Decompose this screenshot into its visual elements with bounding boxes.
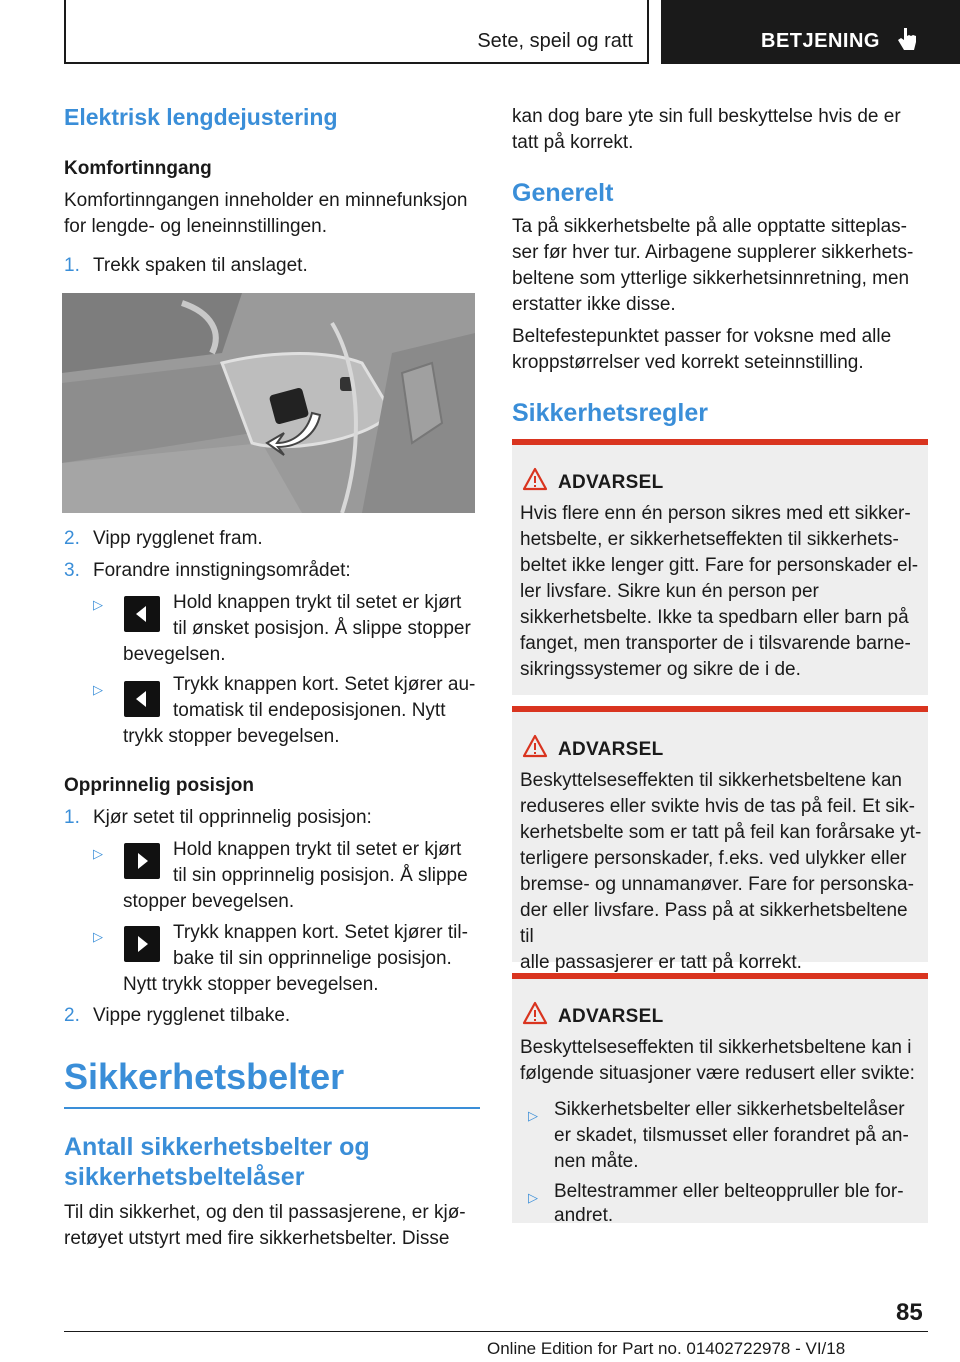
- step-text: Vipp rygglenet fram.: [93, 528, 263, 549]
- arrow-right-button-icon: [124, 843, 160, 879]
- warning-text: [520, 768, 924, 976]
- paragraph-generelt: Beltefestepunktet passer for voksne med alle: [512, 326, 892, 347]
- bullet-text: Trykk knappen kort. Setet kjører au-: [173, 674, 476, 695]
- paragraph-generelt: ser før hver tur. Airbagene supplerer sikkerhets-: [512, 242, 914, 263]
- footer-rule: [64, 1331, 928, 1332]
- bullet-marker: ▷: [528, 1190, 538, 1205]
- paragraph-komfort-2: for lengde- og leneinnstillingen.: [64, 216, 328, 237]
- bullet-text: til ønsket posisjon. Å slippe stopper: [173, 618, 471, 639]
- paragraph-generelt: kroppstørrelser ved korrekt seteinnstilling.: [512, 352, 864, 373]
- chapter-heading-sikkerhetsbelter: Sikkerhetsbelter: [64, 1056, 345, 1097]
- warning-title: ADVARSEL: [558, 1006, 664, 1027]
- warning-line: sikkerhetsbelte. Ikke ta spedbarn eller barn på: [520, 607, 909, 628]
- warning-line: hetsbelte, er sikkerhetseffekten til sikkerhets-: [520, 529, 899, 550]
- step-text: Kjør setet til opprinnelig posisjon:: [93, 807, 372, 828]
- warning-line: ler livsfare. Sikre kun én person per: [520, 581, 819, 602]
- step-number: 1.: [64, 255, 80, 276]
- paragraph-antall-2: retøyet utstyrt med fire sikkerhetsbelter. Disse: [64, 1228, 450, 1249]
- bullet-text: Nytt trykk stopper bevegelsen.: [123, 974, 379, 995]
- heading-elektrisk: Elektrisk lengdejustering: [64, 104, 338, 130]
- arrow-left-button-icon: [124, 681, 160, 717]
- warning-line: beltet ikke lenger gitt. Fare for personskader el-: [520, 555, 919, 576]
- paragraph-continued-1: kan dog bare yte sin full beskyttelse hvis de er: [512, 106, 901, 127]
- warning-bullet-text: Beltestrammer eller belteoppruller ble for-: [554, 1181, 904, 1202]
- step-number: 1.: [64, 807, 80, 828]
- warning-line: bremse- og unnamanøver. Fare for personska-: [520, 874, 914, 895]
- bullet-text: trykk stopper bevegelsen.: [123, 726, 340, 747]
- bullet-marker: ▷: [528, 1108, 538, 1123]
- subheading-komfortinngang: Komfortinngang: [64, 158, 212, 179]
- arrow-right-button-icon: [124, 926, 160, 962]
- hand-pointer-icon: [895, 26, 919, 52]
- bullet-text: stopper bevegelsen.: [123, 891, 295, 912]
- paragraph-continued-2: tatt på korrekt.: [512, 132, 634, 153]
- warning-box: [512, 706, 928, 973]
- warning-bullet-text: nen måte.: [554, 1151, 639, 1172]
- subheading-opprinnelig: Opprinnelig posisjon: [64, 775, 254, 796]
- warning-triangle-icon: [522, 1001, 548, 1025]
- bullet-marker: ▷: [93, 929, 103, 944]
- bullet-text: Hold knappen trykt til setet er kjørt: [173, 839, 462, 860]
- warning-title: ADVARSEL: [558, 472, 664, 493]
- warning-line: sikringssystemer og sikre de i de.: [520, 659, 801, 680]
- warning-bullet-text: Sikkerhetsbelter eller sikkerhetsbeltelåser: [554, 1099, 905, 1120]
- bullet-text: Trykk knappen kort. Setet kjører til-: [173, 922, 468, 943]
- bullet-text: til sin opprinnelig posisjon. Å slippe: [173, 865, 468, 886]
- bullet-text: tomatisk til endeposisjonen. Nytt: [173, 700, 446, 721]
- warning-line: der eller livsfare. Pass på at sikkerhetsbeltene til: [520, 900, 908, 947]
- warning-title: ADVARSEL: [558, 739, 664, 760]
- warning-box: [512, 973, 928, 1226]
- heading-generelt: Generelt: [512, 179, 614, 207]
- bullet-text: Hold knappen trykt til setet er kjørt: [173, 592, 462, 613]
- warning-line: Beskyttelseseffekten til sikkerhetsbeltene kan i: [520, 1037, 912, 1058]
- paragraph-antall-1: Til din sikkerhet, og den til passasjerene, er kjø-: [64, 1202, 466, 1223]
- warning-text: [520, 501, 924, 683]
- header-section-box: [64, 0, 649, 64]
- footer-edition: Online Edition for Part no. 01402722978 - VI/18: [487, 1339, 846, 1358]
- step-text: Forandre innstigningsområdet:: [93, 560, 351, 581]
- header-chapter-tab: [661, 0, 960, 64]
- bullet-text: bevegelsen.: [123, 644, 226, 665]
- warning-triangle-icon: [522, 734, 548, 758]
- step-number: 3.: [64, 560, 80, 581]
- paragraph-generelt: erstatter ikke disse.: [512, 294, 676, 315]
- heading-antall-1: Antall sikkerhetsbelter og: [64, 1133, 370, 1161]
- page-number: 85: [896, 1299, 923, 1326]
- bullet-marker: ▷: [93, 846, 103, 861]
- seat-lever-photo: [62, 293, 475, 513]
- heading-antall-2: sikkerhetsbeltelåser: [64, 1163, 305, 1191]
- warning-bullet-text: er skadet, tilsmusset eller forandret på an-: [554, 1125, 909, 1146]
- paragraph-komfort-1: Komfortinngangen inneholder en minnefunksjon: [64, 190, 468, 211]
- warning-line: reduseres eller svikte hvis de tas på feil. Et sik-: [520, 796, 915, 817]
- warning-line: terligere personskader, f.eks. ved ulykker eller: [520, 848, 907, 869]
- warning-line: Beskyttelseseffekten til sikkerhetsbeltene kan: [520, 770, 902, 791]
- warning-text: [520, 1035, 924, 1087]
- step-text: Vippe rygglenet tilbake.: [93, 1005, 291, 1026]
- bullet-marker: ▷: [93, 682, 103, 697]
- warning-triangle-icon: [522, 467, 548, 491]
- header-chapter-title: BETJENING: [761, 30, 880, 52]
- step-text: Trekk spaken til anslaget.: [93, 255, 308, 276]
- paragraph-generelt: Ta på sikkerhetsbelte på alle opptatte sitteplas-: [512, 216, 908, 237]
- step-number: 2.: [64, 528, 80, 549]
- warning-line: Hvis flere enn én person sikres med ett sikker-: [520, 503, 911, 524]
- warning-bullet-text: andret.: [554, 1205, 614, 1226]
- bullet-marker: ▷: [93, 597, 103, 612]
- warning-line: alle passasjerer er tatt på korrekt.: [520, 952, 802, 973]
- arrow-left-button-icon: [124, 596, 160, 632]
- warning-line: kerhetsbelte som er tatt på feil kan forårsake yt-: [520, 822, 922, 843]
- warning-line: fanget, men transporter de i tilsvarende barne-: [520, 633, 911, 654]
- bullet-text: bake til sin opprinnelige posisjon.: [173, 948, 452, 969]
- warning-line: følgende situasjoner være redusert eller svikte:: [520, 1063, 915, 1084]
- step-number: 2.: [64, 1005, 80, 1026]
- header-section-title: Sete, speil og ratt: [477, 30, 633, 52]
- warning-box: [512, 439, 928, 695]
- paragraph-generelt: beltene som ytterlige sikkerhetsinnretning, men: [512, 268, 910, 289]
- heading-sikkerhetsregler: Sikkerhetsregler: [512, 399, 708, 427]
- heading-rule: [64, 1107, 480, 1109]
